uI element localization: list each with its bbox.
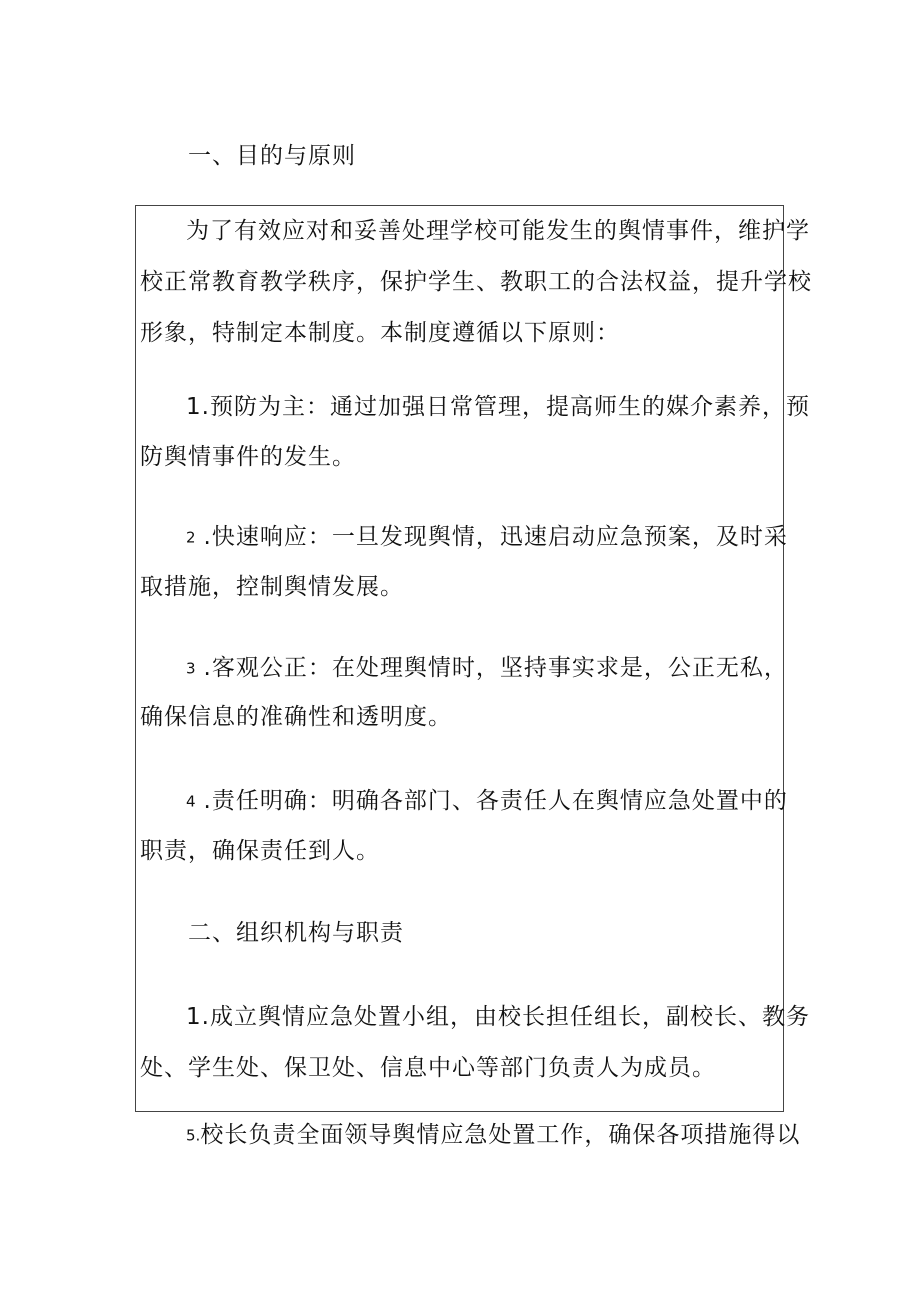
principle-2-line-2: 取措施，控制舆情发展。 [140,574,404,600]
principle-3-line-1 [186,653,788,684]
org-item-1-line-1 [186,1002,810,1032]
principle-1-number: 1. [186,394,210,420]
intro-line-2: 校正常教育教学秩序，保护学生、教职工的合法权益，提升学校 [140,269,812,295]
principle-2-text-1: .快速响应：一旦发现舆情，迅速启动应急预案，及时采 [203,524,788,550]
intro-line-1: 为了有效应对和妥善处理学校可能发生的舆情事件，维护学 [186,218,810,244]
org-item-5-line-1 [186,1120,800,1151]
principle-4-line-1 [186,786,788,817]
principle-1-line-1 [186,392,810,422]
org-item-1-text-1: 成立舆情应急处置小组，由校长担任组长，副校长、教务 [209,1004,810,1030]
section-heading-1: 一、目的与原则 [188,143,356,169]
org-item-5-text-1: 校长负责全面领导舆情应急处置工作，确保各项措施得以 [200,1122,801,1148]
principle-2-line-1 [186,522,788,553]
principle-4-number: 4 [186,792,196,811]
section-heading-2: 二、组织机构与职责 [188,920,404,946]
principle-1-line-2: 防舆情事件的发生。 [140,444,356,470]
principle-3-number: 3 [186,659,196,678]
intro-line-3: 形象，特制定本制度。本制度遵循以下原则： [140,320,620,346]
org-item-5-number: 5. [186,1126,201,1145]
principle-2-number: 2 [186,528,196,547]
principle-4-line-2: 职责，确保责任到人。 [140,838,380,864]
principle-3-line-2: 确保信息的准确性和透明度。 [140,704,452,730]
principle-4-text-1: .责任明确：明确各部门、各责任人在舆情应急处置中的 [203,788,788,814]
org-item-1-number: 1. [186,1004,210,1030]
org-item-1-line-2: 处、学生处、保卫处、信息中心等部门负责人为成员。 [140,1055,716,1081]
principle-3-text-1: .客观公正：在处理舆情时，坚持事实求是，公正无私， [203,655,788,681]
principle-1-text-1: 预防为主：通过加强日常管理，提高师生的媒介素养，预 [209,394,810,420]
